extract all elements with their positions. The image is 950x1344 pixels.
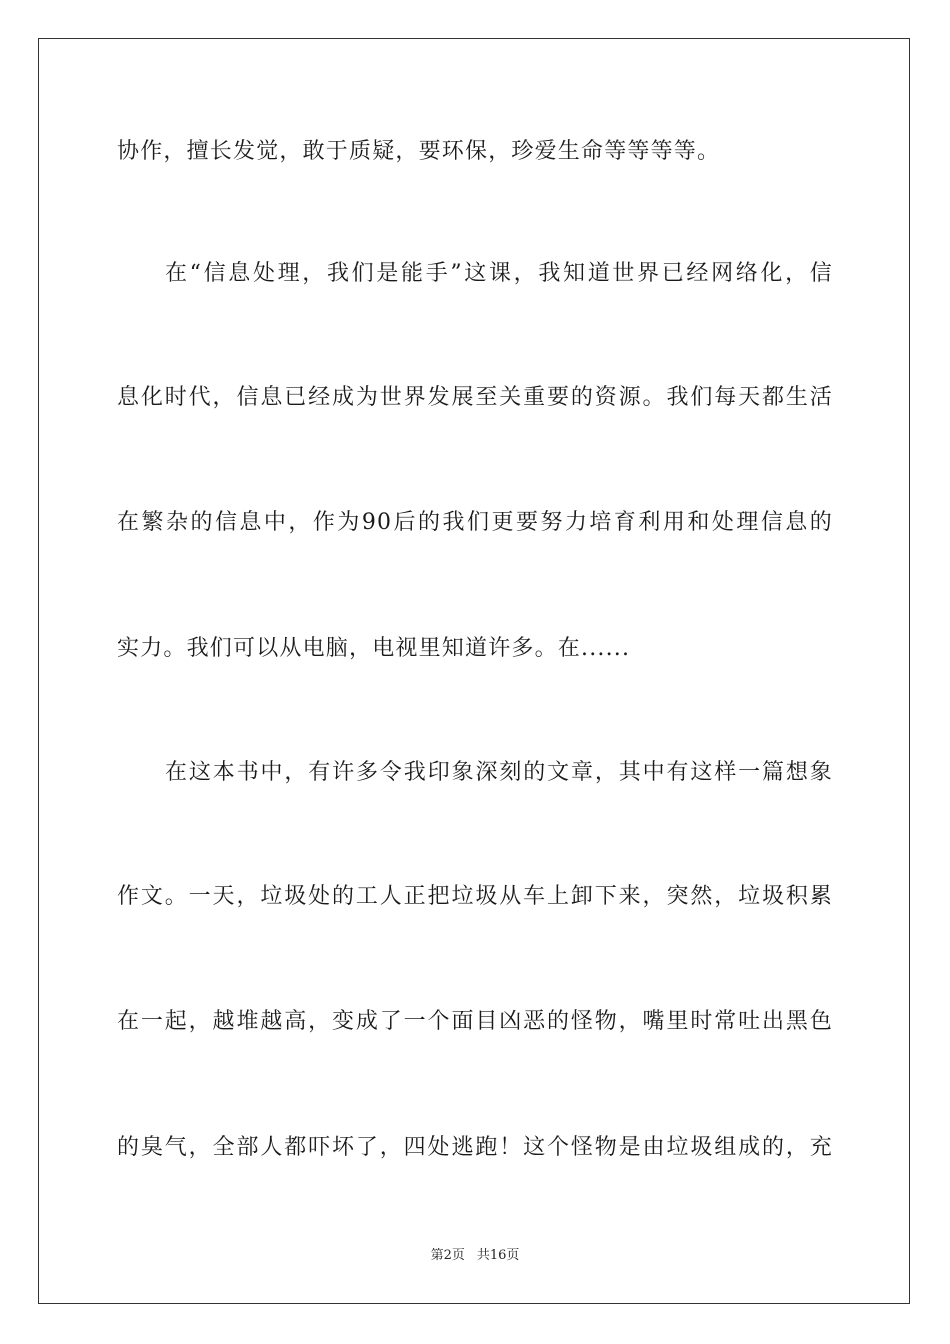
text-line: 实力。我们可以从电脑，电视里知道许多。在...... xyxy=(117,636,631,661)
page-frame xyxy=(38,38,910,1304)
page-total: 共16页 xyxy=(476,1248,520,1263)
page-footer xyxy=(0,1247,950,1265)
text-line: 息化时代，信息已经成为世界发展至关重要的资源。我们每天都生活 xyxy=(117,385,833,410)
page-number: 第2页 xyxy=(430,1248,465,1263)
text-line: 作文。一天，垃圾处的工人正把垃圾从车上卸下来，突然，垃圾积累 xyxy=(117,884,833,909)
text-line: 在繁杂的信息中，作为90后的我们更要努力培育利用和处理信息的 xyxy=(117,510,833,535)
paragraph-first-line: 在“信息处理，我们是能手”这课，我知道世界已经网络化，信 xyxy=(165,261,833,286)
text-line: 的臭气，全部人都吓坏了，四处逃跑！这个怪物是由垃圾组成的，充 xyxy=(117,1135,833,1160)
text-line: 在一起，越堆越高，变成了一个面目凶恶的怪物，嘴里时常吐出黑色 xyxy=(117,1009,833,1034)
paragraph-first-line: 在这本书中，有许多令我印象深刻的文章，其中有这样一篇想象 xyxy=(165,760,833,785)
text-line: 协作，擅长发觉，敢于质疑，要环保，珍爱生命等等等等。 xyxy=(117,139,721,164)
